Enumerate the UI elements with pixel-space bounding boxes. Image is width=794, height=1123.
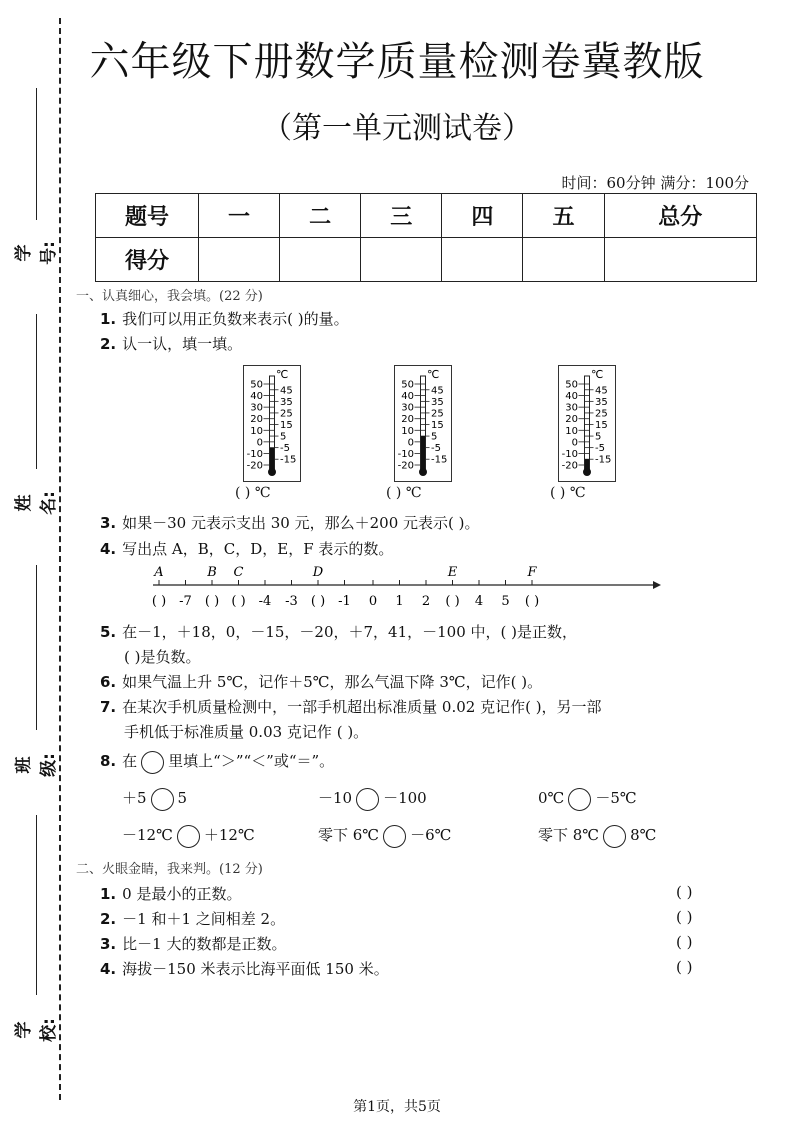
thermometer-left-label: -20 bbox=[561, 460, 578, 472]
question-number: 4. bbox=[100, 540, 117, 558]
question-text: 如果－30 元表示支出 30 元，那么＋200 元表示( )。 bbox=[122, 514, 480, 532]
question-text: 写出点 A，B，C，D，E，F 表示的数。 bbox=[122, 540, 394, 558]
thermometer-left-label: 10 bbox=[565, 425, 578, 437]
thermometer-right-label: 15 bbox=[595, 420, 608, 431]
thermometer bbox=[394, 365, 452, 482]
thermometer-left-label: 40 bbox=[401, 391, 414, 403]
question-1 bbox=[100, 308, 349, 329]
thermometer-left-label: 20 bbox=[401, 414, 414, 426]
number-line-tick-label: ( ) bbox=[445, 594, 460, 609]
number-line-tick-label: -7 bbox=[179, 594, 192, 609]
thermometer-left-label: 30 bbox=[250, 402, 263, 414]
question-text: 海拔－150 米表示比海平面低 150 米。 bbox=[122, 960, 389, 978]
question-text: 0 是最小的正数。 bbox=[122, 885, 242, 903]
score-cell-total: 总分 bbox=[604, 194, 756, 238]
number-line-tick-label: -4 bbox=[258, 594, 272, 609]
thermometer-right-label: 15 bbox=[280, 420, 293, 431]
thermometer-left-label: -10 bbox=[561, 448, 578, 460]
question-8 bbox=[100, 750, 334, 774]
thermometer-right-label: 45 bbox=[431, 385, 444, 397]
page-subtitle: （第一单元测试卷） bbox=[262, 111, 532, 146]
class-line[interactable] bbox=[36, 565, 37, 730]
thermometer-answer[interactable]: ( ) ℃ bbox=[386, 485, 422, 501]
thermometer-left-label: 40 bbox=[565, 391, 578, 403]
question-text: －1 和＋1 之间相差 2。 bbox=[122, 910, 286, 928]
name-label: 姓名: bbox=[14, 491, 59, 515]
thermometer-right-label: 35 bbox=[280, 396, 293, 408]
thermometer-right-label: 15 bbox=[431, 420, 444, 431]
score-table-header-row bbox=[96, 194, 757, 238]
judge-item bbox=[100, 933, 286, 954]
thermometer-left-label: -20 bbox=[246, 460, 263, 472]
number-line-tick-label: ( ) bbox=[524, 594, 540, 609]
question-number: 7. bbox=[100, 698, 117, 716]
comparison-right: －100 bbox=[383, 789, 427, 807]
thermometer-right-label: -5 bbox=[280, 443, 290, 455]
comparison-right: 8℃ bbox=[630, 826, 657, 844]
thermometer-right-label: -15 bbox=[280, 454, 297, 466]
thermometer-left-label: -10 bbox=[397, 448, 414, 460]
question-number: 2. bbox=[100, 910, 117, 928]
thermometer-left-label: 50 bbox=[250, 379, 263, 391]
number-line-point-label: A bbox=[154, 565, 164, 580]
class-label: 班级: bbox=[14, 753, 59, 777]
number-line-tick-label: ( ) bbox=[204, 594, 220, 609]
thermometer-right-label: 45 bbox=[595, 385, 608, 397]
thermometer-right-label: 25 bbox=[595, 408, 608, 420]
page-title: 六年级下册数学质量检测卷冀教版 bbox=[89, 39, 705, 85]
score-row-label: 得分 bbox=[96, 238, 199, 282]
number-line-tick-label: -1 bbox=[338, 594, 351, 609]
thermometer-graphic bbox=[559, 366, 615, 481]
comparison-right: －6℃ bbox=[410, 826, 452, 844]
question-5-continued: ( )是负数。 bbox=[124, 648, 201, 666]
thermometer bbox=[243, 365, 301, 482]
number-line-point-label: E bbox=[447, 565, 458, 580]
judge-answer-box[interactable]: ( ) bbox=[676, 908, 693, 926]
score-cell-label: 题号 bbox=[96, 194, 199, 238]
thermometer-bulb bbox=[268, 468, 276, 476]
number-line-tick-label: -3 bbox=[285, 594, 298, 609]
comparison-circle[interactable] bbox=[356, 788, 379, 811]
judge-answer-box[interactable]: ( ) bbox=[676, 958, 693, 976]
thermometer-left-label: 10 bbox=[250, 425, 263, 437]
judge-item bbox=[100, 908, 285, 929]
thermometer-mercury bbox=[421, 436, 425, 470]
question-number: 6. bbox=[100, 673, 117, 691]
number-line-tick-label: 2 bbox=[421, 594, 431, 609]
thermometer-left-label: 50 bbox=[565, 379, 578, 391]
thermometer-right-label: -15 bbox=[595, 454, 612, 466]
comparison-circle[interactable] bbox=[568, 788, 591, 811]
thermometer-bulb bbox=[419, 468, 427, 476]
score-input[interactable] bbox=[280, 238, 361, 282]
judge-item bbox=[100, 883, 241, 904]
comparison-item bbox=[318, 824, 451, 848]
question-5 bbox=[100, 621, 577, 642]
question-number: 1. bbox=[100, 885, 117, 903]
school-label: 学校: bbox=[14, 1018, 59, 1042]
thermometer-right-label: -5 bbox=[595, 443, 605, 455]
comparison-item bbox=[122, 787, 187, 811]
thermometer bbox=[558, 365, 616, 482]
judge-answer-box[interactable]: ( ) bbox=[676, 883, 693, 901]
number-line bbox=[145, 560, 665, 616]
thermometer-tube bbox=[585, 376, 590, 471]
thermometer-answer[interactable]: ( ) ℃ bbox=[550, 485, 586, 501]
thermometer-right-label: 25 bbox=[280, 408, 293, 420]
question-number: 1. bbox=[100, 310, 117, 328]
comparison-right: ＋12℃ bbox=[203, 826, 255, 844]
comparison-left: －10 bbox=[318, 789, 353, 807]
thermometer-unit: ℃ bbox=[427, 368, 440, 381]
score-cell-2: 二 bbox=[280, 194, 361, 238]
judge-answer-box[interactable]: ( ) bbox=[676, 933, 693, 951]
comparison-right: 5 bbox=[177, 789, 188, 807]
thermometer-graphic bbox=[395, 366, 451, 481]
question-text: 在某次手机质量检测中，一部手机超出标准质量 0.02 克记作( )，另一部 bbox=[122, 698, 602, 716]
question-number: 3. bbox=[100, 514, 117, 532]
number-line-point-label: D bbox=[312, 565, 324, 580]
number-line-point-label: F bbox=[527, 565, 537, 580]
name-line[interactable] bbox=[36, 314, 37, 469]
thermometer-left-label: 40 bbox=[250, 391, 263, 403]
score-input[interactable] bbox=[361, 238, 442, 282]
thermometer-answer[interactable]: ( ) ℃ bbox=[235, 485, 271, 501]
thermometer-left-label: 30 bbox=[401, 402, 414, 414]
comparison-item bbox=[538, 787, 637, 811]
thermometer-left-label: 20 bbox=[565, 414, 578, 426]
thermometer-left-label: 0 bbox=[407, 437, 414, 449]
thermometer-left-label: 30 bbox=[565, 402, 578, 414]
student-id-label: 学号: bbox=[14, 241, 59, 265]
comparison-left: －12℃ bbox=[122, 826, 173, 844]
comparison-item bbox=[122, 824, 255, 848]
score-cell-5: 五 bbox=[523, 194, 604, 238]
thermometer-right-label: 5 bbox=[431, 431, 438, 443]
thermometer-right-label: 45 bbox=[280, 385, 293, 397]
question-text: 比－1 大的数都是正数。 bbox=[122, 935, 287, 953]
number-line-point-label: C bbox=[233, 565, 244, 580]
score-input[interactable] bbox=[199, 238, 280, 282]
score-cell-4: 四 bbox=[442, 194, 523, 238]
section-2-heading: 二、火眼金睛，我来判。(12 分) bbox=[76, 862, 263, 877]
number-line-tick-label: ( ) bbox=[310, 594, 326, 609]
question-number: 4. bbox=[100, 960, 117, 978]
number-line-tick-label: ( ) bbox=[151, 594, 167, 609]
time-info: 时间：60分钟 满分：100分 bbox=[561, 174, 749, 192]
question-6 bbox=[100, 671, 542, 692]
score-input[interactable] bbox=[523, 238, 604, 282]
question-text: 在－1，＋18，0，－15，－20，＋7，41，－100 中，( )是正数， bbox=[122, 623, 577, 641]
thermometer-left-label: 20 bbox=[250, 414, 263, 426]
comparison-circle[interactable] bbox=[383, 825, 406, 848]
thermometer-unit: ℃ bbox=[276, 368, 289, 381]
thermometer-left-label: -20 bbox=[397, 460, 414, 472]
thermometer-mercury bbox=[270, 448, 274, 470]
number-line-point-label: B bbox=[207, 565, 217, 580]
score-table-score-row bbox=[96, 238, 757, 282]
question-text-after: 里填上“＞”“＜”或“＝”。 bbox=[168, 752, 335, 770]
question-4 bbox=[100, 538, 393, 559]
number-line-tick-label: 0 bbox=[368, 594, 378, 609]
question-7 bbox=[100, 696, 602, 717]
thermometer-unit: ℃ bbox=[591, 368, 604, 381]
number-line-tick-label: ( ) bbox=[231, 594, 246, 609]
question-text-before: 在 bbox=[122, 752, 138, 770]
binding-dashed-line bbox=[59, 18, 61, 1100]
thermometer-right-label: 35 bbox=[431, 396, 444, 408]
question-number: 5. bbox=[100, 623, 117, 641]
score-cell-1: 一 bbox=[199, 194, 280, 238]
thermometer-left-label: 0 bbox=[256, 437, 263, 449]
score-cell-3: 三 bbox=[361, 194, 442, 238]
thermometer-bulb bbox=[583, 468, 591, 476]
thermometer-right-label: -15 bbox=[431, 454, 448, 466]
thermometer-right-label: 5 bbox=[595, 431, 602, 443]
question-number: 8. bbox=[100, 752, 117, 770]
question-3 bbox=[100, 512, 480, 533]
score-input[interactable] bbox=[442, 238, 523, 282]
page-footer: 第1页，共5页 bbox=[353, 1099, 441, 1115]
question-text: 我们可以用正负数来表示( )的量。 bbox=[122, 310, 349, 328]
thermometer-left-label: 10 bbox=[401, 425, 414, 437]
number-line-tick-label: 1 bbox=[395, 594, 404, 609]
comparison-left: 零下 6℃ bbox=[318, 826, 380, 844]
thermometer-right-label: 5 bbox=[280, 431, 287, 443]
comparison-left: 0℃ bbox=[538, 789, 565, 807]
question-2 bbox=[100, 333, 242, 354]
score-input[interactable] bbox=[604, 238, 756, 282]
thermometer-left-label: 0 bbox=[571, 437, 578, 449]
comparison-left: ＋5 bbox=[122, 789, 147, 807]
section-1-heading: 一、认真细心，我会填。(22 分) bbox=[76, 289, 263, 304]
question-text: 如果气温上升 5℃，记作＋5℃，那么气温下降 3℃，记作( )。 bbox=[122, 673, 543, 691]
thermometer-right-label: 25 bbox=[431, 408, 444, 420]
thermometer-right-label: 35 bbox=[595, 396, 608, 408]
score-table bbox=[95, 193, 757, 282]
number-line-tick-label: 5 bbox=[501, 594, 510, 609]
thermometer-graphic bbox=[244, 366, 300, 481]
thermometer-left-label: 50 bbox=[401, 379, 414, 391]
comparison-circle[interactable] bbox=[151, 788, 174, 811]
thermometer-right-label: -5 bbox=[431, 443, 441, 455]
comparison-item bbox=[318, 787, 427, 811]
question-7-continued: 手机低于标准质量 0.03 克记作 ( )。 bbox=[124, 723, 369, 741]
comparison-right: －5℃ bbox=[595, 789, 637, 807]
circle-icon bbox=[141, 751, 164, 774]
question-number: 3. bbox=[100, 935, 117, 953]
comparison-circle[interactable] bbox=[177, 825, 200, 848]
school-line[interactable] bbox=[36, 815, 37, 995]
comparison-circle[interactable] bbox=[603, 825, 626, 848]
comparison-left: 零下 8℃ bbox=[538, 826, 600, 844]
number-line-arrow bbox=[653, 581, 661, 589]
thermometer-left-label: -10 bbox=[246, 448, 263, 460]
question-number: 2. bbox=[100, 335, 117, 353]
question-text: 认一认，填一填。 bbox=[122, 335, 243, 353]
comparison-item bbox=[538, 824, 656, 848]
judge-item bbox=[100, 958, 389, 979]
number-line-tick-label: 4 bbox=[474, 594, 484, 609]
